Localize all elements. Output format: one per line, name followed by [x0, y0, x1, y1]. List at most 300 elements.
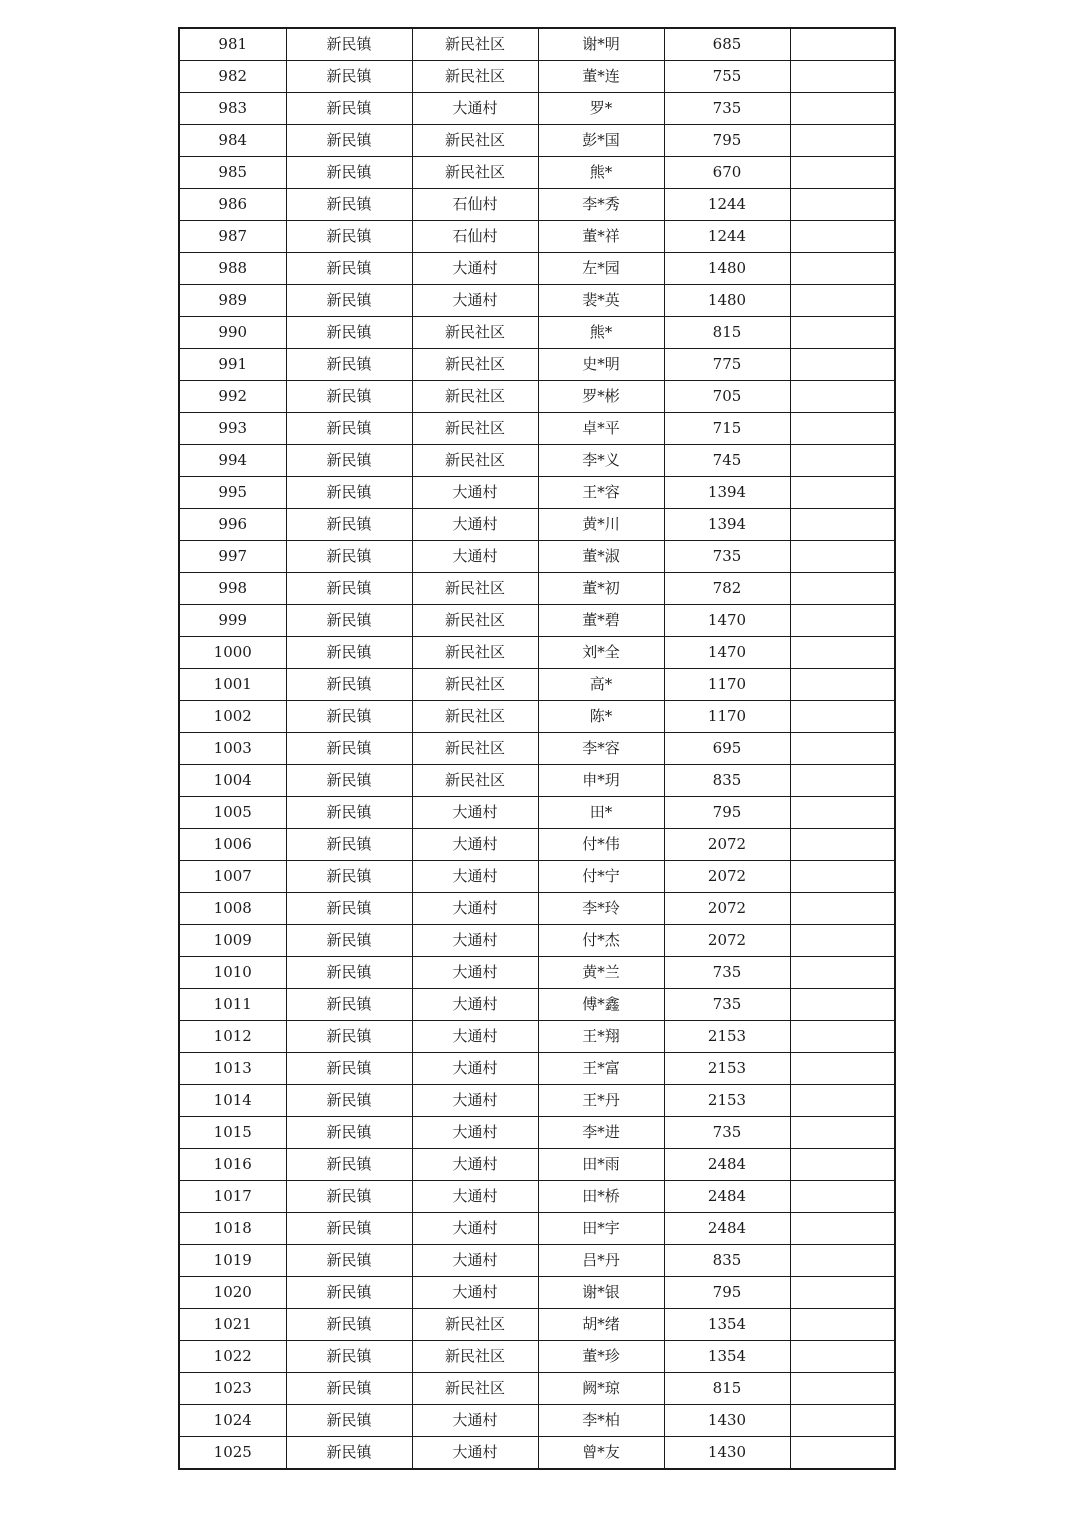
town-cell: 新民镇 [286, 541, 412, 573]
row-number-cell: 981 [179, 28, 286, 61]
table-row [179, 733, 895, 765]
row-number-cell: 985 [179, 157, 286, 189]
village-cell: 石仙村 [412, 221, 538, 253]
name-cell: 高* [538, 669, 664, 701]
village-cell: 新民社区 [412, 701, 538, 733]
note-cell [790, 637, 895, 669]
note-cell [790, 1309, 895, 1341]
town-cell: 新民镇 [286, 125, 412, 157]
row-number-cell: 1023 [179, 1373, 286, 1405]
row-number-cell: 1008 [179, 893, 286, 925]
village-cell: 新民社区 [412, 573, 538, 605]
name-cell: 左*园 [538, 253, 664, 285]
village-cell: 大通村 [412, 1213, 538, 1245]
row-number-cell: 986 [179, 189, 286, 221]
town-cell: 新民镇 [286, 637, 412, 669]
note-cell [790, 157, 895, 189]
town-cell: 新民镇 [286, 28, 412, 61]
village-cell: 新民社区 [412, 637, 538, 669]
name-cell: 罗*彬 [538, 381, 664, 413]
name-cell: 李*玲 [538, 893, 664, 925]
amount-cell: 2484 [664, 1213, 790, 1245]
amount-cell: 1394 [664, 477, 790, 509]
town-cell: 新民镇 [286, 1085, 412, 1117]
town-cell: 新民镇 [286, 797, 412, 829]
note-cell [790, 1021, 895, 1053]
note-cell [790, 765, 895, 797]
table-row [179, 701, 895, 733]
town-cell: 新民镇 [286, 1245, 412, 1277]
name-cell: 刘*全 [538, 637, 664, 669]
note-cell [790, 701, 895, 733]
amount-cell: 795 [664, 125, 790, 157]
table-row [179, 637, 895, 669]
table-row [179, 893, 895, 925]
table-row [179, 1213, 895, 1245]
name-cell: 谢*明 [538, 28, 664, 61]
table-row [179, 189, 895, 221]
table-row [179, 61, 895, 93]
amount-cell: 2153 [664, 1053, 790, 1085]
note-cell [790, 957, 895, 989]
table-row [179, 477, 895, 509]
name-cell: 董*连 [538, 61, 664, 93]
table-row [179, 509, 895, 541]
note-cell [790, 893, 895, 925]
row-number-cell: 1001 [179, 669, 286, 701]
roster-table-body [179, 28, 895, 1469]
name-cell: 付*伟 [538, 829, 664, 861]
village-cell: 大通村 [412, 1245, 538, 1277]
name-cell: 李*柏 [538, 1405, 664, 1437]
name-cell: 田*桥 [538, 1181, 664, 1213]
table-row [179, 253, 895, 285]
note-cell [790, 861, 895, 893]
note-cell [790, 61, 895, 93]
row-number-cell: 997 [179, 541, 286, 573]
table-row [179, 1021, 895, 1053]
amount-cell: 745 [664, 445, 790, 477]
amount-cell: 735 [664, 989, 790, 1021]
town-cell: 新民镇 [286, 1341, 412, 1373]
table-row [179, 381, 895, 413]
table-row [179, 1277, 895, 1309]
row-number-cell: 998 [179, 573, 286, 605]
note-cell [790, 605, 895, 637]
town-cell: 新民镇 [286, 1277, 412, 1309]
name-cell: 胡*绪 [538, 1309, 664, 1341]
table-row [179, 669, 895, 701]
row-number-cell: 990 [179, 317, 286, 349]
row-number-cell: 1022 [179, 1341, 286, 1373]
name-cell: 董*初 [538, 573, 664, 605]
row-number-cell: 987 [179, 221, 286, 253]
table-row [179, 925, 895, 957]
town-cell: 新民镇 [286, 189, 412, 221]
village-cell: 大通村 [412, 477, 538, 509]
village-cell: 新民社区 [412, 413, 538, 445]
note-cell [790, 797, 895, 829]
name-cell: 董*珍 [538, 1341, 664, 1373]
note-cell [790, 1437, 895, 1470]
table-row [179, 1405, 895, 1437]
town-cell: 新民镇 [286, 317, 412, 349]
amount-cell: 1354 [664, 1309, 790, 1341]
amount-cell: 685 [664, 28, 790, 61]
roster-table [178, 27, 896, 1470]
amount-cell: 1430 [664, 1437, 790, 1470]
row-number-cell: 1005 [179, 797, 286, 829]
town-cell: 新民镇 [286, 1405, 412, 1437]
village-cell: 新民社区 [412, 1373, 538, 1405]
town-cell: 新民镇 [286, 733, 412, 765]
table-row [179, 1309, 895, 1341]
town-cell: 新民镇 [286, 509, 412, 541]
row-number-cell: 992 [179, 381, 286, 413]
row-number-cell: 982 [179, 61, 286, 93]
village-cell: 石仙村 [412, 189, 538, 221]
amount-cell: 782 [664, 573, 790, 605]
name-cell: 李*义 [538, 445, 664, 477]
row-number-cell: 1000 [179, 637, 286, 669]
note-cell [790, 317, 895, 349]
row-number-cell: 1012 [179, 1021, 286, 1053]
amount-cell: 1480 [664, 285, 790, 317]
amount-cell: 2072 [664, 861, 790, 893]
table-row [179, 797, 895, 829]
town-cell: 新民镇 [286, 1437, 412, 1470]
row-number-cell: 1011 [179, 989, 286, 1021]
village-cell: 新民社区 [412, 1309, 538, 1341]
name-cell: 付*宁 [538, 861, 664, 893]
name-cell: 田*雨 [538, 1149, 664, 1181]
note-cell [790, 1149, 895, 1181]
amount-cell: 2153 [664, 1021, 790, 1053]
note-cell [790, 1277, 895, 1309]
name-cell: 李*容 [538, 733, 664, 765]
village-cell: 新民社区 [412, 765, 538, 797]
row-number-cell: 995 [179, 477, 286, 509]
town-cell: 新民镇 [286, 93, 412, 125]
note-cell [790, 477, 895, 509]
village-cell: 大通村 [412, 1021, 538, 1053]
row-number-cell: 999 [179, 605, 286, 637]
town-cell: 新民镇 [286, 893, 412, 925]
village-cell: 大通村 [412, 1117, 538, 1149]
village-cell: 大通村 [412, 1149, 538, 1181]
village-cell: 大通村 [412, 861, 538, 893]
row-number-cell: 1014 [179, 1085, 286, 1117]
town-cell: 新民镇 [286, 573, 412, 605]
amount-cell: 695 [664, 733, 790, 765]
town-cell: 新民镇 [286, 61, 412, 93]
row-number-cell: 1017 [179, 1181, 286, 1213]
amount-cell: 2072 [664, 893, 790, 925]
town-cell: 新民镇 [286, 925, 412, 957]
name-cell: 吕*丹 [538, 1245, 664, 1277]
town-cell: 新民镇 [286, 957, 412, 989]
amount-cell: 705 [664, 381, 790, 413]
amount-cell: 835 [664, 765, 790, 797]
town-cell: 新民镇 [286, 605, 412, 637]
amount-cell: 735 [664, 93, 790, 125]
village-cell: 大通村 [412, 1437, 538, 1470]
note-cell [790, 221, 895, 253]
town-cell: 新民镇 [286, 1149, 412, 1181]
amount-cell: 1354 [664, 1341, 790, 1373]
table-row [179, 541, 895, 573]
note-cell [790, 669, 895, 701]
town-cell: 新民镇 [286, 477, 412, 509]
amount-cell: 735 [664, 1117, 790, 1149]
row-number-cell: 991 [179, 349, 286, 381]
village-cell: 新民社区 [412, 28, 538, 61]
name-cell: 熊* [538, 317, 664, 349]
table-row [179, 349, 895, 381]
row-number-cell: 1024 [179, 1405, 286, 1437]
town-cell: 新民镇 [286, 445, 412, 477]
town-cell: 新民镇 [286, 253, 412, 285]
table-row [179, 221, 895, 253]
name-cell: 熊* [538, 157, 664, 189]
note-cell [790, 1053, 895, 1085]
row-number-cell: 993 [179, 413, 286, 445]
name-cell: 董*碧 [538, 605, 664, 637]
amount-cell: 1470 [664, 637, 790, 669]
village-cell: 新民社区 [412, 605, 538, 637]
table-row [179, 1085, 895, 1117]
amount-cell: 795 [664, 1277, 790, 1309]
village-cell: 新民社区 [412, 349, 538, 381]
amount-cell: 1480 [664, 253, 790, 285]
town-cell: 新民镇 [286, 1021, 412, 1053]
name-cell: 罗* [538, 93, 664, 125]
village-cell: 大通村 [412, 285, 538, 317]
name-cell: 陈* [538, 701, 664, 733]
amount-cell: 1394 [664, 509, 790, 541]
row-number-cell: 1010 [179, 957, 286, 989]
town-cell: 新民镇 [286, 1309, 412, 1341]
name-cell: 黄*兰 [538, 957, 664, 989]
note-cell [790, 445, 895, 477]
name-cell: 田*宇 [538, 1213, 664, 1245]
table-row [179, 989, 895, 1021]
amount-cell: 670 [664, 157, 790, 189]
row-number-cell: 1019 [179, 1245, 286, 1277]
name-cell: 田* [538, 797, 664, 829]
note-cell [790, 989, 895, 1021]
village-cell: 大通村 [412, 1053, 538, 1085]
row-number-cell: 1006 [179, 829, 286, 861]
row-number-cell: 984 [179, 125, 286, 157]
amount-cell: 2072 [664, 925, 790, 957]
amount-cell: 2484 [664, 1181, 790, 1213]
amount-cell: 1470 [664, 605, 790, 637]
amount-cell: 1170 [664, 701, 790, 733]
town-cell: 新民镇 [286, 765, 412, 797]
table-row [179, 125, 895, 157]
row-number-cell: 1020 [179, 1277, 286, 1309]
row-number-cell: 994 [179, 445, 286, 477]
village-cell: 新民社区 [412, 381, 538, 413]
name-cell: 王*富 [538, 1053, 664, 1085]
town-cell: 新民镇 [286, 381, 412, 413]
table-row [179, 317, 895, 349]
village-cell: 新民社区 [412, 125, 538, 157]
name-cell: 裴*英 [538, 285, 664, 317]
row-number-cell: 1009 [179, 925, 286, 957]
village-cell: 大通村 [412, 829, 538, 861]
table-row [179, 573, 895, 605]
village-cell: 新民社区 [412, 445, 538, 477]
name-cell: 李*进 [538, 1117, 664, 1149]
table-row [179, 957, 895, 989]
village-cell: 大通村 [412, 893, 538, 925]
note-cell [790, 285, 895, 317]
town-cell: 新民镇 [286, 701, 412, 733]
village-cell: 新民社区 [412, 669, 538, 701]
name-cell: 王*容 [538, 477, 664, 509]
note-cell [790, 125, 895, 157]
amount-cell: 2072 [664, 829, 790, 861]
note-cell [790, 925, 895, 957]
row-number-cell: 989 [179, 285, 286, 317]
note-cell [790, 349, 895, 381]
town-cell: 新民镇 [286, 669, 412, 701]
note-cell [790, 93, 895, 125]
table-row [179, 861, 895, 893]
name-cell: 黄*川 [538, 509, 664, 541]
name-cell: 李*秀 [538, 189, 664, 221]
row-number-cell: 1018 [179, 1213, 286, 1245]
note-cell [790, 381, 895, 413]
table-row [179, 1149, 895, 1181]
amount-cell: 2153 [664, 1085, 790, 1117]
village-cell: 大通村 [412, 1181, 538, 1213]
amount-cell: 815 [664, 317, 790, 349]
note-cell [790, 28, 895, 61]
village-cell: 大通村 [412, 1405, 538, 1437]
name-cell: 王*丹 [538, 1085, 664, 1117]
town-cell: 新民镇 [286, 829, 412, 861]
town-cell: 新民镇 [286, 349, 412, 381]
note-cell [790, 1117, 895, 1149]
name-cell: 王*翔 [538, 1021, 664, 1053]
amount-cell: 1170 [664, 669, 790, 701]
row-number-cell: 983 [179, 93, 286, 125]
note-cell [790, 573, 895, 605]
name-cell: 付*杰 [538, 925, 664, 957]
name-cell: 申*玥 [538, 765, 664, 797]
table-row [179, 1437, 895, 1470]
note-cell [790, 829, 895, 861]
table-row [179, 1341, 895, 1373]
table-row [179, 605, 895, 637]
town-cell: 新民镇 [286, 861, 412, 893]
row-number-cell: 1003 [179, 733, 286, 765]
note-cell [790, 1373, 895, 1405]
amount-cell: 815 [664, 1373, 790, 1405]
row-number-cell: 1021 [179, 1309, 286, 1341]
table-row [179, 1117, 895, 1149]
village-cell: 新民社区 [412, 317, 538, 349]
table-row [179, 93, 895, 125]
name-cell: 卓*平 [538, 413, 664, 445]
village-cell: 新民社区 [412, 157, 538, 189]
town-cell: 新民镇 [286, 157, 412, 189]
note-cell [790, 1341, 895, 1373]
note-cell [790, 733, 895, 765]
amount-cell: 795 [664, 797, 790, 829]
row-number-cell: 1025 [179, 1437, 286, 1470]
village-cell: 新民社区 [412, 733, 538, 765]
town-cell: 新民镇 [286, 413, 412, 445]
amount-cell: 775 [664, 349, 790, 381]
village-cell: 新民社区 [412, 61, 538, 93]
village-cell: 大通村 [412, 93, 538, 125]
town-cell: 新民镇 [286, 1213, 412, 1245]
row-number-cell: 1013 [179, 1053, 286, 1085]
table-row [179, 1245, 895, 1277]
amount-cell: 735 [664, 541, 790, 573]
note-cell [790, 1245, 895, 1277]
town-cell: 新民镇 [286, 1053, 412, 1085]
note-cell [790, 1213, 895, 1245]
table-row [179, 1181, 895, 1213]
amount-cell: 755 [664, 61, 790, 93]
amount-cell: 2484 [664, 1149, 790, 1181]
village-cell: 大通村 [412, 509, 538, 541]
row-number-cell: 1015 [179, 1117, 286, 1149]
row-number-cell: 988 [179, 253, 286, 285]
name-cell: 史*明 [538, 349, 664, 381]
note-cell [790, 253, 895, 285]
table-row [179, 1053, 895, 1085]
village-cell: 大通村 [412, 797, 538, 829]
note-cell [790, 413, 895, 445]
amount-cell: 835 [664, 1245, 790, 1277]
row-number-cell: 1002 [179, 701, 286, 733]
amount-cell: 1244 [664, 189, 790, 221]
table-row [179, 445, 895, 477]
town-cell: 新民镇 [286, 1181, 412, 1213]
name-cell: 谢*银 [538, 1277, 664, 1309]
note-cell [790, 541, 895, 573]
village-cell: 大通村 [412, 1277, 538, 1309]
row-number-cell: 1007 [179, 861, 286, 893]
amount-cell: 715 [664, 413, 790, 445]
village-cell: 大通村 [412, 957, 538, 989]
name-cell: 曾*友 [538, 1437, 664, 1470]
village-cell: 大通村 [412, 541, 538, 573]
table-row [179, 1373, 895, 1405]
table-row [179, 157, 895, 189]
name-cell: 董*祥 [538, 221, 664, 253]
town-cell: 新民镇 [286, 1117, 412, 1149]
note-cell [790, 1405, 895, 1437]
village-cell: 大通村 [412, 253, 538, 285]
table-row [179, 28, 895, 61]
name-cell: 傅*鑫 [538, 989, 664, 1021]
name-cell: 阙*琼 [538, 1373, 664, 1405]
table-row [179, 285, 895, 317]
town-cell: 新民镇 [286, 989, 412, 1021]
note-cell [790, 1085, 895, 1117]
note-cell [790, 509, 895, 541]
name-cell: 董*淑 [538, 541, 664, 573]
village-cell: 新民社区 [412, 1341, 538, 1373]
town-cell: 新民镇 [286, 221, 412, 253]
